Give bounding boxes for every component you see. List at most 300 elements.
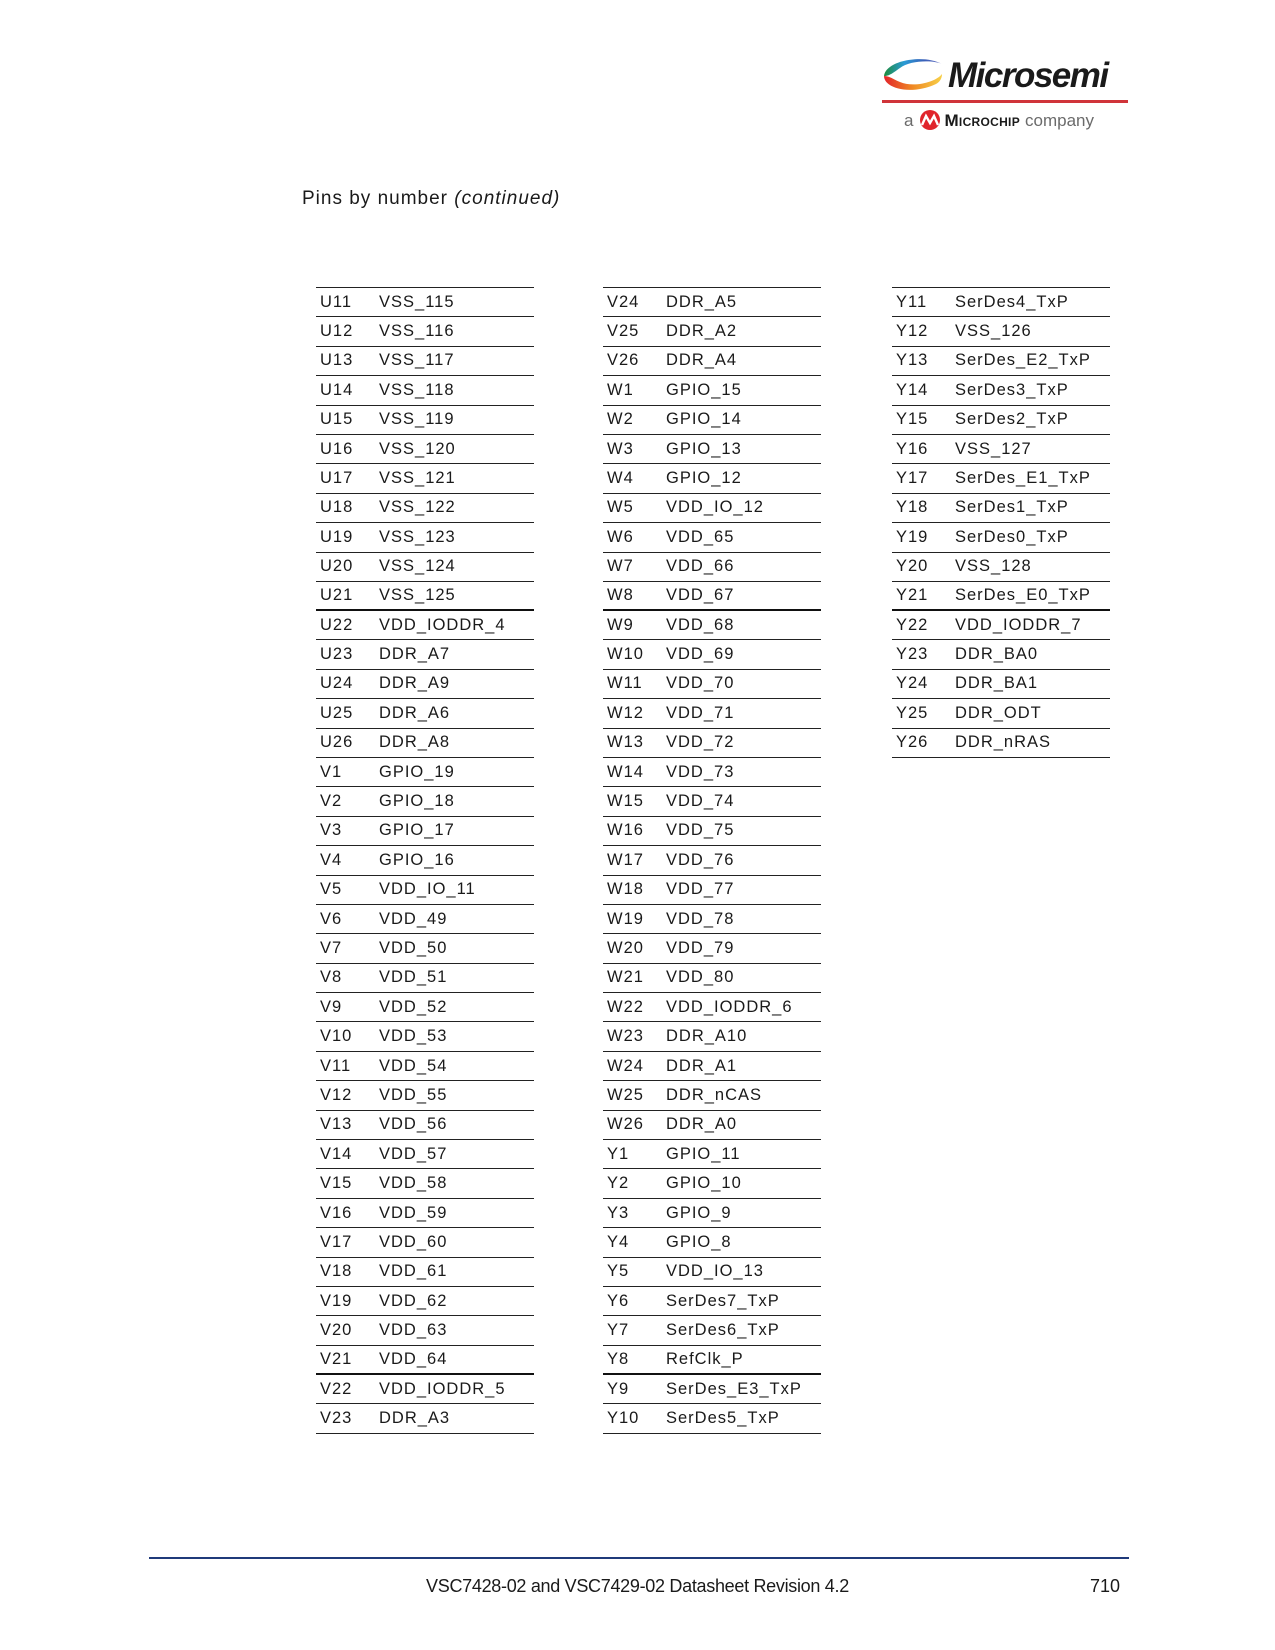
pin-name: VDD_66 bbox=[666, 557, 735, 576]
pin-number: V26 bbox=[607, 351, 640, 370]
table-row bbox=[316, 993, 534, 1022]
table-row bbox=[892, 406, 1110, 435]
table-row bbox=[892, 640, 1110, 669]
pin-name: GPIO_18 bbox=[379, 792, 455, 811]
table-row bbox=[603, 1346, 821, 1375]
pin-name: VDD_79 bbox=[666, 938, 735, 957]
table-row bbox=[892, 670, 1110, 699]
pin-number: W21 bbox=[607, 968, 644, 987]
pin-name: DDR_A1 bbox=[666, 1056, 738, 1075]
pin-number: U20 bbox=[320, 557, 354, 576]
pin-name: VDD_67 bbox=[666, 585, 735, 604]
pin-number: U12 bbox=[320, 322, 354, 341]
pin-name: VSS_115 bbox=[379, 292, 455, 311]
table-row bbox=[316, 817, 534, 846]
pin-number: V23 bbox=[320, 1408, 353, 1427]
pin-name: VSS_121 bbox=[379, 469, 456, 488]
table-row bbox=[316, 1228, 534, 1257]
pin-name: VDD_64 bbox=[379, 1349, 448, 1368]
pin-name: VDD_59 bbox=[379, 1203, 448, 1222]
pin-number: U18 bbox=[320, 498, 354, 517]
pin-name: SerDes0_TxP bbox=[955, 527, 1069, 546]
table-row bbox=[603, 582, 821, 611]
pin-number: Y25 bbox=[896, 703, 929, 722]
pin-number: U19 bbox=[320, 527, 354, 546]
pin-name: GPIO_19 bbox=[379, 762, 455, 781]
table-row bbox=[603, 729, 821, 758]
table-row bbox=[316, 494, 534, 523]
table-row bbox=[603, 494, 821, 523]
pin-number: U24 bbox=[320, 674, 354, 693]
pin-name: VDD_IODDR_5 bbox=[379, 1379, 506, 1398]
pin-name: VDD_68 bbox=[666, 615, 735, 634]
pin-name: VSS_120 bbox=[379, 439, 456, 458]
pin-number: W10 bbox=[607, 645, 644, 664]
pin-number: V3 bbox=[320, 821, 343, 840]
pin-name: VDD_76 bbox=[666, 850, 735, 869]
table-row bbox=[603, 993, 821, 1022]
pin-name: GPIO_17 bbox=[379, 821, 455, 840]
table-row bbox=[603, 817, 821, 846]
pin-number: W9 bbox=[607, 615, 634, 634]
table-row bbox=[316, 670, 534, 699]
tagline-brand: Microchip bbox=[944, 111, 1020, 130]
pin-name: VDD_65 bbox=[666, 527, 735, 546]
pin-number: Y23 bbox=[896, 645, 929, 664]
pin-name: GPIO_13 bbox=[666, 439, 742, 458]
pin-name: SerDes1_TxP bbox=[955, 498, 1069, 517]
table-row bbox=[603, 1258, 821, 1287]
table-row bbox=[316, 1316, 534, 1345]
pin-name: VDD_IODDR_7 bbox=[955, 615, 1082, 634]
pin-name: SerDes3_TxP bbox=[955, 380, 1069, 399]
pin-name: DDR_nCAS bbox=[666, 1085, 763, 1104]
table-row bbox=[603, 1228, 821, 1257]
table-row bbox=[603, 1404, 821, 1433]
pin-number: W17 bbox=[607, 850, 644, 869]
microsemi-logo bbox=[880, 50, 1130, 140]
table-row bbox=[603, 464, 821, 493]
pin-name: VDD_55 bbox=[379, 1085, 448, 1104]
pin-number: W19 bbox=[607, 909, 644, 928]
table-row bbox=[603, 611, 821, 640]
table-row bbox=[316, 523, 534, 552]
pin-number: V9 bbox=[320, 997, 343, 1016]
table-row bbox=[603, 523, 821, 552]
pin-name: VDD_IODDR_6 bbox=[666, 997, 793, 1016]
table-row bbox=[316, 876, 534, 905]
table-row bbox=[316, 758, 534, 787]
pin-name: GPIO_8 bbox=[666, 1232, 732, 1251]
pin-number: W23 bbox=[607, 1027, 644, 1046]
pin-name: GPIO_16 bbox=[379, 850, 455, 869]
table-row bbox=[316, 1052, 534, 1081]
pin-name: VDD_52 bbox=[379, 997, 448, 1016]
table-row bbox=[603, 1081, 821, 1110]
pin-name: VSS_122 bbox=[379, 498, 456, 517]
pin-number: U21 bbox=[320, 585, 354, 604]
pin-number: V1 bbox=[320, 762, 343, 781]
pin-number: Y16 bbox=[896, 439, 929, 458]
table-row bbox=[603, 846, 821, 875]
table-row bbox=[316, 553, 534, 582]
pin-name: SerDes5_TxP bbox=[666, 1408, 780, 1427]
pin-number: Y18 bbox=[896, 498, 929, 517]
table-row bbox=[892, 494, 1110, 523]
pin-name: VSS_116 bbox=[379, 322, 455, 341]
table-row bbox=[892, 347, 1110, 376]
table-row bbox=[892, 611, 1110, 640]
table-row bbox=[316, 905, 534, 934]
pin-name: DDR_A2 bbox=[666, 322, 738, 341]
table-row bbox=[892, 582, 1110, 611]
pin-name: VDD_58 bbox=[379, 1174, 448, 1193]
pin-name: VSS_126 bbox=[955, 322, 1032, 341]
table-row bbox=[316, 1169, 534, 1198]
pin-name: VDD_74 bbox=[666, 792, 735, 811]
pin-name: DDR_A8 bbox=[379, 733, 451, 752]
pin-name: VDD_51 bbox=[379, 968, 448, 987]
pin-name: VDD_70 bbox=[666, 674, 735, 693]
pin-name: SerDes_E2_TxP bbox=[955, 351, 1091, 370]
pin-number: W8 bbox=[607, 585, 634, 604]
pin-number: W7 bbox=[607, 557, 634, 576]
table-row bbox=[316, 317, 534, 346]
tagline-prefix: a bbox=[904, 111, 914, 130]
table-row bbox=[316, 787, 534, 816]
table-row bbox=[316, 1404, 534, 1433]
pin-name: DDR_A6 bbox=[379, 703, 451, 722]
table-row bbox=[316, 611, 534, 640]
pin-number: Y24 bbox=[896, 674, 929, 693]
pin-number: W13 bbox=[607, 733, 644, 752]
pin-name: VDD_60 bbox=[379, 1232, 448, 1251]
pin-name: VDD_56 bbox=[379, 1115, 448, 1134]
table-row bbox=[316, 729, 534, 758]
pin-number: Y26 bbox=[896, 733, 929, 752]
table-row bbox=[603, 1052, 821, 1081]
pin-number: Y21 bbox=[896, 585, 929, 604]
pin-name: VDD_54 bbox=[379, 1056, 448, 1075]
pin-number: Y11 bbox=[896, 292, 928, 311]
pin-name: VDD_49 bbox=[379, 909, 448, 928]
pin-name: DDR_nRAS bbox=[955, 733, 1052, 752]
table-row bbox=[316, 846, 534, 875]
pin-name: VDD_78 bbox=[666, 909, 735, 928]
pin-number: V10 bbox=[320, 1027, 353, 1046]
pin-name: SerDes_E1_TxP bbox=[955, 469, 1091, 488]
microsemi-wordmark: Microsemi bbox=[948, 56, 1108, 95]
pin-number: Y19 bbox=[896, 527, 929, 546]
pin-name: VDD_71 bbox=[666, 703, 735, 722]
table-row bbox=[892, 699, 1110, 728]
pin-number: U23 bbox=[320, 645, 354, 664]
pin-number: W14 bbox=[607, 762, 644, 781]
table-row bbox=[316, 1022, 534, 1051]
pin-number: W25 bbox=[607, 1085, 644, 1104]
pin-name: DDR_A5 bbox=[666, 292, 738, 311]
table-row bbox=[316, 1346, 534, 1375]
pin-table-column-1 bbox=[316, 287, 534, 1434]
pin-name: VDD_69 bbox=[666, 645, 735, 664]
pin-number: U25 bbox=[320, 703, 354, 722]
pin-name: VDD_61 bbox=[379, 1262, 448, 1281]
table-row bbox=[316, 376, 534, 405]
section-title-main: Pins by number bbox=[302, 188, 449, 209]
pin-number: Y14 bbox=[896, 380, 929, 399]
pin-number: V18 bbox=[320, 1262, 353, 1281]
pin-number: W12 bbox=[607, 703, 644, 722]
pin-name: GPIO_11 bbox=[666, 1144, 741, 1163]
table-row bbox=[316, 1111, 534, 1140]
pin-number: Y22 bbox=[896, 615, 929, 634]
table-row bbox=[603, 406, 821, 435]
pin-name: VSS_125 bbox=[379, 585, 456, 604]
pin-number: V15 bbox=[320, 1174, 353, 1193]
pin-name: DDR_A3 bbox=[379, 1408, 451, 1427]
pin-name: VDD_77 bbox=[666, 880, 735, 899]
pin-table-column-2 bbox=[603, 287, 821, 1434]
pin-number: V11 bbox=[320, 1056, 352, 1075]
pin-name: VDD_75 bbox=[666, 821, 735, 840]
page-number: 710 bbox=[1090, 1576, 1121, 1596]
pin-number: W16 bbox=[607, 821, 644, 840]
table-row bbox=[603, 317, 821, 346]
pin-name: VDD_63 bbox=[379, 1321, 448, 1340]
microchip-company-tagline bbox=[904, 110, 1094, 131]
pin-name: RefClk_P bbox=[666, 1349, 744, 1368]
pin-name: VDD_62 bbox=[379, 1291, 448, 1310]
pin-name: DDR_A10 bbox=[666, 1027, 748, 1046]
pin-name: SerDes_E0_TxP bbox=[955, 585, 1091, 604]
table-row bbox=[603, 964, 821, 993]
pin-name: GPIO_9 bbox=[666, 1203, 732, 1222]
table-row bbox=[603, 1287, 821, 1316]
table-row bbox=[892, 376, 1110, 405]
pin-number: V21 bbox=[320, 1349, 353, 1368]
table-row bbox=[316, 934, 534, 963]
pin-name: SerDes6_TxP bbox=[666, 1321, 780, 1340]
table-row bbox=[316, 464, 534, 493]
table-row bbox=[316, 582, 534, 611]
section-title bbox=[302, 188, 560, 210]
pin-number: W15 bbox=[607, 792, 644, 811]
pin-number: Y13 bbox=[896, 351, 929, 370]
pin-number: Y8 bbox=[607, 1349, 630, 1368]
pin-number: U11 bbox=[320, 292, 353, 311]
table-row bbox=[603, 787, 821, 816]
table-row bbox=[603, 934, 821, 963]
pin-number: W1 bbox=[607, 380, 634, 399]
table-row bbox=[316, 699, 534, 728]
pin-number: Y10 bbox=[607, 1408, 640, 1427]
pin-number: V22 bbox=[320, 1379, 353, 1398]
table-row bbox=[603, 876, 821, 905]
pin-number: Y20 bbox=[896, 557, 929, 576]
table-row bbox=[603, 640, 821, 669]
pin-number: U22 bbox=[320, 615, 354, 634]
table-row bbox=[892, 523, 1110, 552]
pin-number: W22 bbox=[607, 997, 644, 1016]
pin-name: GPIO_10 bbox=[666, 1174, 742, 1193]
pin-name: DDR_BA0 bbox=[955, 645, 1039, 664]
table-row bbox=[603, 670, 821, 699]
pin-name: SerDes7_TxP bbox=[666, 1291, 780, 1310]
table-row bbox=[603, 553, 821, 582]
pin-number: W24 bbox=[607, 1056, 644, 1075]
pin-number: Y15 bbox=[896, 410, 929, 429]
table-row bbox=[316, 1287, 534, 1316]
table-row bbox=[892, 464, 1110, 493]
table-row bbox=[316, 435, 534, 464]
table-row bbox=[316, 1375, 534, 1404]
table-row bbox=[603, 288, 821, 317]
pin-number: W20 bbox=[607, 938, 644, 957]
table-row bbox=[316, 1140, 534, 1169]
pin-name: VSS_118 bbox=[379, 380, 455, 399]
table-row bbox=[316, 1081, 534, 1110]
pin-name: VSS_124 bbox=[379, 557, 456, 576]
table-row bbox=[316, 964, 534, 993]
pin-name: VSS_128 bbox=[955, 557, 1032, 576]
pin-number: W18 bbox=[607, 880, 644, 899]
table-row bbox=[603, 758, 821, 787]
pin-name: DDR_A9 bbox=[379, 674, 451, 693]
pin-table-column-3 bbox=[892, 287, 1110, 758]
pin-number: U13 bbox=[320, 351, 354, 370]
pin-name: GPIO_12 bbox=[666, 469, 742, 488]
pin-number: U17 bbox=[320, 469, 354, 488]
pin-name: VDD_50 bbox=[379, 938, 448, 957]
table-row bbox=[603, 699, 821, 728]
table-row bbox=[892, 288, 1110, 317]
pin-number: W4 bbox=[607, 469, 634, 488]
pin-number: Y7 bbox=[607, 1321, 630, 1340]
pin-name: VDD_IODDR_4 bbox=[379, 615, 506, 634]
table-row bbox=[603, 1111, 821, 1140]
table-row bbox=[892, 729, 1110, 758]
pin-number: V16 bbox=[320, 1203, 353, 1222]
pin-name: VDD_53 bbox=[379, 1027, 448, 1046]
pin-number: W3 bbox=[607, 439, 634, 458]
table-row bbox=[603, 347, 821, 376]
pin-name: DDR_A7 bbox=[379, 645, 451, 664]
table-row bbox=[316, 347, 534, 376]
pin-number: W6 bbox=[607, 527, 634, 546]
table-row bbox=[603, 1199, 821, 1228]
table-row bbox=[603, 1375, 821, 1404]
table-row bbox=[316, 1258, 534, 1287]
table-row bbox=[603, 435, 821, 464]
table-row bbox=[603, 376, 821, 405]
pin-name: VDD_57 bbox=[379, 1144, 448, 1163]
pin-name: GPIO_14 bbox=[666, 410, 742, 429]
table-row bbox=[603, 1140, 821, 1169]
table-row bbox=[603, 1169, 821, 1198]
pin-number: V4 bbox=[320, 850, 343, 869]
table-row bbox=[603, 1022, 821, 1051]
pin-name: DDR_A0 bbox=[666, 1115, 738, 1134]
table-row bbox=[892, 435, 1110, 464]
pin-number: U16 bbox=[320, 439, 354, 458]
pin-number: V12 bbox=[320, 1085, 353, 1104]
pin-number: W2 bbox=[607, 410, 634, 429]
pin-name: VDD_80 bbox=[666, 968, 735, 987]
table-row bbox=[316, 288, 534, 317]
pin-number: U15 bbox=[320, 410, 354, 429]
tagline-suffix: company bbox=[1025, 111, 1094, 130]
pin-number: Y17 bbox=[896, 469, 929, 488]
table-row bbox=[892, 553, 1110, 582]
footer-rule bbox=[149, 1557, 1129, 1559]
pin-number: V14 bbox=[320, 1144, 353, 1163]
table-row bbox=[603, 905, 821, 934]
pin-number: V6 bbox=[320, 909, 343, 928]
pin-number: V20 bbox=[320, 1321, 353, 1340]
pin-number: V7 bbox=[320, 938, 343, 957]
pin-number: Y2 bbox=[607, 1174, 630, 1193]
section-title-continued: (continued) bbox=[454, 188, 561, 209]
pin-number: W11 bbox=[607, 674, 643, 693]
pin-number: U14 bbox=[320, 380, 354, 399]
pin-number: W5 bbox=[607, 498, 634, 517]
pin-number: Y4 bbox=[607, 1232, 630, 1251]
logo-red-rule bbox=[882, 100, 1128, 103]
pin-name: SerDes_E3_TxP bbox=[666, 1379, 802, 1398]
table-row bbox=[892, 317, 1110, 346]
pin-name: VSS_127 bbox=[955, 439, 1032, 458]
footer-document-title: VSC7428-02 and VSC7429-02 Datasheet Revision 4.2 bbox=[426, 1576, 849, 1596]
pin-number: Y12 bbox=[896, 322, 929, 341]
pin-number: V13 bbox=[320, 1115, 353, 1134]
pin-name: VSS_123 bbox=[379, 527, 456, 546]
pin-number: V8 bbox=[320, 968, 343, 987]
pin-name: GPIO_15 bbox=[666, 380, 742, 399]
pin-number: V25 bbox=[607, 322, 640, 341]
pin-name: VDD_73 bbox=[666, 762, 735, 781]
pin-number: Y6 bbox=[607, 1291, 630, 1310]
pin-name: VDD_IO_11 bbox=[379, 880, 476, 899]
table-row bbox=[603, 1316, 821, 1345]
pin-name: VDD_72 bbox=[666, 733, 735, 752]
pin-number: Y3 bbox=[607, 1203, 630, 1222]
pin-name: VDD_IO_13 bbox=[666, 1262, 764, 1281]
pin-number: Y5 bbox=[607, 1262, 630, 1281]
table-row bbox=[316, 406, 534, 435]
pin-number: Y9 bbox=[607, 1379, 630, 1398]
pin-name: VSS_117 bbox=[379, 351, 455, 370]
pin-name: DDR_BA1 bbox=[955, 674, 1039, 693]
pin-name: DDR_ODT bbox=[955, 703, 1042, 722]
pin-number: V19 bbox=[320, 1291, 353, 1310]
pin-number: V17 bbox=[320, 1232, 353, 1251]
pin-number: V24 bbox=[607, 292, 640, 311]
table-row bbox=[316, 640, 534, 669]
table-row bbox=[316, 1199, 534, 1228]
pin-number: V2 bbox=[320, 792, 343, 811]
pin-name: VDD_IO_12 bbox=[666, 498, 764, 517]
pin-name: SerDes2_TxP bbox=[955, 410, 1069, 429]
pin-number: U26 bbox=[320, 733, 354, 752]
pin-number: Y1 bbox=[607, 1144, 630, 1163]
pin-number: V5 bbox=[320, 880, 343, 899]
microsemi-swirl-icon bbox=[880, 54, 946, 96]
pin-name: DDR_A4 bbox=[666, 351, 738, 370]
pin-number: W26 bbox=[607, 1115, 644, 1134]
pin-name: SerDes4_TxP bbox=[955, 292, 1069, 311]
pin-name: VSS_119 bbox=[379, 410, 455, 429]
microchip-logo-icon bbox=[919, 110, 941, 130]
